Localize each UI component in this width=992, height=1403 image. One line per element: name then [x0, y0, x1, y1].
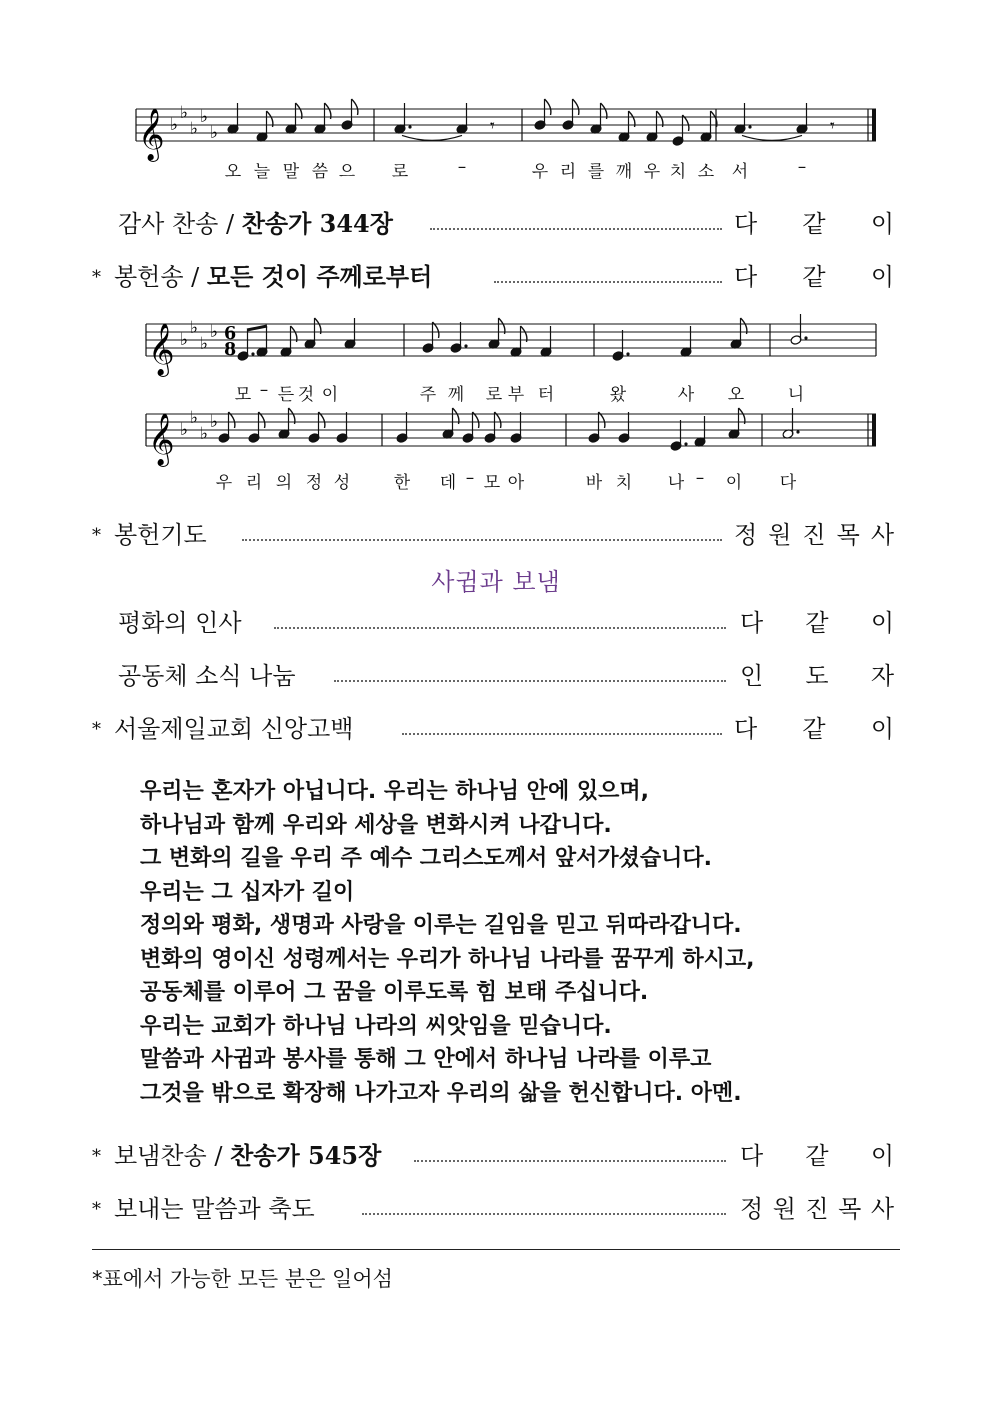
dot-leader — [494, 281, 722, 283]
treble-clef-icon: 𝄞 — [138, 107, 165, 160]
staff-1-lyrics — [0, 157, 992, 181]
treble-clef-icon: 𝄞 — [148, 412, 175, 465]
lyric-syllable: – — [457, 157, 467, 177]
lyric-syllable: 우 — [531, 162, 549, 182]
staff-3-lyrics — [0, 468, 992, 492]
note-dot — [684, 442, 687, 445]
lyric-syllable: 우 — [643, 162, 661, 182]
final-barline — [872, 109, 876, 141]
note-flag — [545, 99, 551, 115]
lyric-syllable: 아 — [507, 473, 525, 493]
note-dot — [748, 125, 751, 128]
row-leader-person: 다 같 이 — [734, 263, 894, 291]
order-row-offering-song — [92, 259, 900, 295]
creed-line: 하나님과 함께 우리와 세상을 변화시켜 나갑니다. — [140, 812, 612, 838]
creed-text — [140, 775, 755, 1110]
flat-icon: ♭ — [210, 122, 218, 142]
footer-divider — [92, 1249, 900, 1250]
creed-line: 변화의 영이신 성령께서는 우리가 하나님 나라를 꿈꾸게 하시고, — [140, 946, 755, 972]
row-label: 보냄찬송 / — [114, 1142, 231, 1170]
lyric-syllable: 우 — [215, 473, 233, 493]
music-staff-3 — [0, 400, 992, 495]
row-label: 공동체 소식 나눔 — [118, 662, 296, 690]
note-dot — [804, 336, 807, 339]
row-hymn: 찬송가 545장 — [230, 1141, 382, 1170]
creed-line: 말씀과 사귐과 봉사를 통해 그 안에서 하나님 나라를 이루고 — [140, 1047, 712, 1072]
lyric-syllable: – — [259, 380, 269, 400]
dot-leader — [402, 733, 722, 735]
lyric-syllable: 를 — [587, 162, 605, 182]
flat-icon: ♭ — [190, 407, 198, 427]
creed-line: 그것을 밖으로 확장해 나가고자 우리의 삶을 헌신합니다. 아멘. — [140, 1080, 742, 1106]
row-label: 보내는 말씀과 축도 — [114, 1195, 315, 1223]
lyric-syllable: 정 — [305, 473, 323, 493]
lyric-syllable: 리 — [559, 162, 577, 182]
flat-icon: ♭ — [170, 114, 178, 134]
note-flag — [352, 99, 358, 115]
note-dot — [626, 352, 629, 355]
dot-leader — [242, 539, 722, 541]
lyric-syllable: 오 — [727, 385, 745, 405]
lyric-syllable: 왔 — [609, 385, 627, 405]
lyric-syllable: 든 — [277, 385, 295, 405]
creed-line: 우리는 교회가 하나님 나라의 씨앗임을 믿습니다. — [140, 1013, 612, 1039]
music-staff-2 — [0, 310, 992, 405]
stand-mark: * — [92, 267, 101, 288]
dot-leader — [430, 228, 722, 230]
flat-icon: ♭ — [190, 118, 198, 138]
time-signature-bottom: 8 — [224, 339, 237, 360]
lyric-syllable: 주 — [419, 385, 437, 405]
row-label: 감사 찬송 / — [118, 210, 242, 238]
tie — [402, 135, 462, 140]
lyric-syllable: 사 — [677, 385, 695, 405]
lyric-syllable: – — [465, 468, 475, 488]
stand-mark: * — [92, 1199, 101, 1220]
lyric-syllable: 씀 — [311, 162, 329, 182]
dot-leader — [362, 1213, 726, 1215]
lyric-syllable: 데 — [439, 473, 457, 493]
stand-mark: * — [92, 719, 101, 740]
flat-icon: ♭ — [190, 317, 198, 337]
dot-leader — [334, 680, 726, 682]
lyric-syllable: 로 — [485, 385, 503, 405]
lyric-syllable: 부 — [507, 385, 525, 405]
lyric-syllable: 로 — [391, 162, 409, 182]
flat-icon: ♭ — [200, 106, 208, 126]
row-leader-person: 정 원 진 목 사 — [740, 1195, 894, 1223]
flat-icon: ♭ — [180, 329, 188, 349]
note-flag — [573, 99, 579, 115]
order-row-sending-hymn — [92, 1138, 900, 1174]
lyric-syllable: 으 — [338, 162, 356, 182]
lyric-syllable: 한 — [393, 473, 411, 493]
stand-mark: * — [92, 525, 101, 546]
order-row-thanks-hymn — [92, 206, 900, 242]
lyric-syllable: 바 — [585, 473, 603, 493]
note-dot — [796, 430, 799, 433]
note-dot — [251, 352, 254, 355]
lyric-syllable: – — [695, 468, 705, 488]
creed-line: 그 변화의 길을 우리 주 예수 그리스도께서 앞서가셨습니다. — [140, 846, 713, 871]
dot-leader — [274, 627, 726, 629]
flat-icon: ♭ — [180, 419, 188, 439]
note-dot — [464, 344, 467, 347]
row-leader-person: 인 도 자 — [740, 662, 894, 690]
order-row-creed — [92, 711, 900, 747]
order-row-peace-greeting — [92, 605, 900, 641]
lyric-syllable: 말 — [282, 162, 300, 182]
eighth-rest-icon: 𝄾 — [490, 115, 495, 137]
lyric-syllable: 의 — [275, 473, 293, 493]
lyric-syllable: 모 — [483, 473, 501, 493]
lyric-syllable: 이 — [725, 473, 743, 493]
footnote: *표에서 가능한 모든 분은 일어섬 — [92, 1267, 393, 1291]
section-title: 사귐과 보냄 — [431, 568, 561, 596]
lyric-syllable: 서 — [731, 162, 749, 182]
lyric-syllable: 치 — [615, 473, 633, 493]
flat-icon: ♭ — [210, 411, 218, 431]
lyric-syllable: 나 — [667, 473, 685, 493]
flat-icon: ♭ — [210, 321, 218, 341]
stand-mark: * — [92, 1146, 101, 1167]
flat-icon: ♭ — [200, 423, 208, 443]
lyric-syllable: 오 — [224, 162, 242, 182]
row-hymn: 찬송가 344장 — [241, 209, 393, 238]
lyric-syllable: 깨 — [615, 162, 633, 182]
flat-icon: ♭ — [180, 102, 188, 122]
note-dot — [408, 125, 411, 128]
row-leader-person: 다 같 이 — [734, 210, 894, 238]
final-barline — [872, 414, 876, 446]
lyric-syllable: 성 — [333, 473, 351, 493]
dot-leader — [414, 1160, 726, 1162]
creed-line: 우리는 그 십자가 길이 — [140, 879, 355, 905]
order-row-community-news — [92, 658, 900, 694]
row-leader-person: 다 같 이 — [734, 715, 894, 743]
lyric-syllable: 터 — [537, 385, 555, 405]
lyric-syllable: 모 — [234, 385, 252, 405]
lyric-syllable: 것 — [297, 385, 315, 405]
lyric-syllable: 늘 — [253, 162, 271, 182]
row-song-title: 모든 것이 주께로부터 — [206, 262, 433, 291]
row-label: 봉헌기도 — [114, 521, 207, 549]
creed-line: 우리는 혼자가 아닙니다. 우리는 하나님 안에 있으며, — [140, 779, 649, 804]
lyric-syllable: 이 — [321, 385, 339, 405]
lyric-syllable: – — [797, 157, 807, 177]
row-leader-person: 정 원 진 목 사 — [734, 521, 894, 549]
row-leader-person: 다 같 이 — [740, 609, 894, 637]
row-label: 봉헌송 / — [114, 263, 207, 291]
order-row-benediction — [92, 1191, 900, 1227]
creed-line: 정의와 평화, 생명과 사랑을 이루는 길임을 믿고 뒤따라갑니다. — [140, 913, 742, 938]
beam — [247, 326, 267, 330]
lyric-syllable: 리 — [245, 473, 263, 493]
lyric-syllable: 께 — [447, 385, 465, 405]
tie — [742, 135, 802, 140]
time-signature-top: 6 — [224, 323, 237, 344]
eighth-rest-icon: 𝄾 — [830, 115, 835, 137]
music-staff-1 — [0, 95, 992, 185]
treble-clef-icon: 𝄞 — [148, 322, 175, 375]
creed-line: 공동체를 이루어 그 꿈을 이루도록 힘 보태 주십니다. — [140, 980, 649, 1005]
lyric-syllable: 치 — [669, 162, 687, 182]
flat-icon: ♭ — [200, 333, 208, 353]
row-label: 서울제일교회 신앙고백 — [114, 715, 354, 743]
lyric-syllable: 니 — [787, 385, 805, 405]
lyric-syllable: 소 — [697, 162, 715, 182]
row-label: 평화의 인사 — [118, 609, 242, 637]
row-leader-person: 다 같 이 — [740, 1142, 894, 1170]
order-row-offering-prayer — [92, 517, 900, 553]
lyric-syllable: 다 — [779, 473, 797, 493]
